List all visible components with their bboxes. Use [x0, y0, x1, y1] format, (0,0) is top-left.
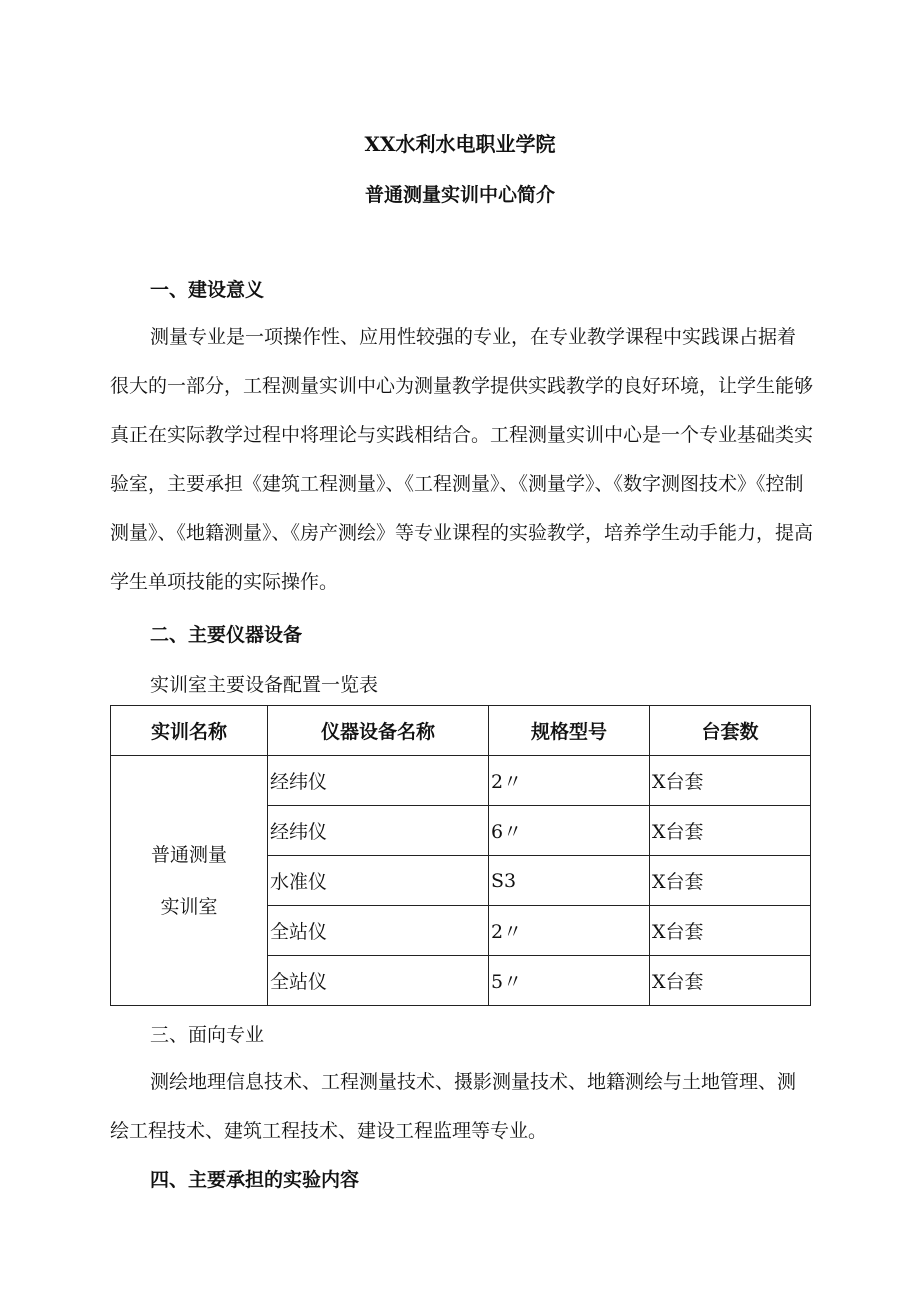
table-caption: 实训室主要设备配置一览表 [150, 674, 379, 696]
header-spec-model: 规格型号 [489, 706, 650, 756]
table-row [111, 756, 811, 806]
set-count: X台套 [650, 756, 811, 806]
set-count: X台套 [650, 906, 811, 956]
table-header-row [111, 706, 811, 756]
equipment-table [110, 705, 811, 1006]
spec-model: S3 [489, 856, 650, 906]
section-1-heading: 一、建设意义 [150, 279, 265, 301]
section-2-heading: 二、主要仪器设备 [150, 624, 303, 646]
device-name: 全站仪 [268, 956, 489, 1006]
device-name: 水准仪 [268, 856, 489, 906]
device-name: 全站仪 [268, 906, 489, 956]
spec-model: 5〃 [489, 956, 650, 1006]
spec-model: 2〃 [489, 756, 650, 806]
spec-model: 6〃 [489, 806, 650, 856]
set-count: X台套 [650, 806, 811, 856]
document-title: XX水利水电职业学院 [364, 132, 556, 156]
training-room-cell [111, 756, 268, 1006]
section-4-heading: 四、主要承担的实验内容 [150, 1169, 360, 1191]
header-training-name: 实训名称 [111, 706, 268, 756]
device-name: 经纬仪 [268, 806, 489, 856]
spec-model: 2〃 [489, 906, 650, 956]
section-3-body: 测绘地理信息技术、工程测量技术、摄影测量技术、地籍测绘与土地管理、测绘工程技术、建筑工程技术、建设工程监理等专业。 [110, 1071, 797, 1142]
set-count: X台套 [650, 856, 811, 906]
training-room-line2: 实训室 [160, 895, 218, 918]
section-3-heading: 三、面向专业 [150, 1024, 265, 1046]
document-subtitle: 普通测量实训中心简介 [364, 184, 555, 206]
header-set-count: 台套数 [650, 706, 811, 756]
section-1-body: 测量专业是一项操作性、应用性较强的专业，在专业教学课程中实践课占据着很大的一部分，工程测量实训中心为测量教学提供实践教学的良好环境，让学生能够真正在实际教学过程中将理论与实践相结合。工程测量实训中心是一个专业基础类实验室，主要承担《建筑工程测量》、《工程测量》、《测量学》、《数字测图技术》《控制测量》、《地籍测量》、《房产测绘》等专业课程的实验教学，培养学生动手能力，提高学生单项技能的实际操作。 [110, 326, 814, 593]
training-room-line1: 普通测量 [150, 843, 227, 866]
device-name: 经纬仪 [268, 756, 489, 806]
header-device-name: 仪器设备名称 [268, 706, 489, 756]
set-count: X台套 [650, 956, 811, 1006]
